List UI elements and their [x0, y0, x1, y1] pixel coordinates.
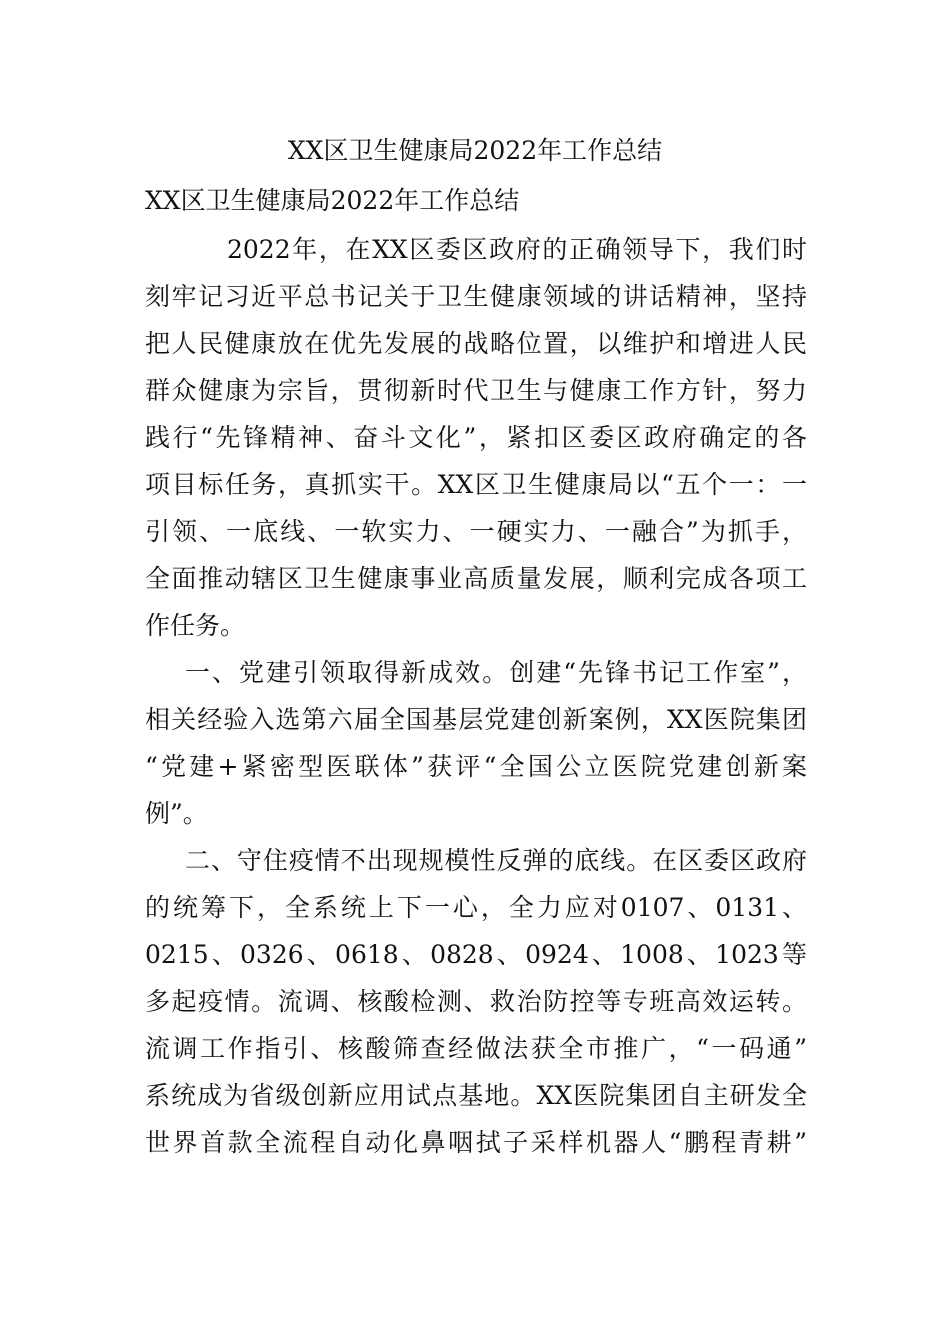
text-line: 0215、0326、0618、0828、0924、1008、1023等 [145, 940, 807, 969]
paragraph-intro [145, 232, 807, 655]
text-line: 的统筹下，全系统上下一心，全力应对0107、0131、 [145, 893, 807, 922]
text-line: 相关经验入选第六届全国基层党建创新案例，XX医院集团 [145, 705, 807, 734]
text-line: 作任务。 [145, 611, 246, 640]
text-line: 把人民健康放在优先发展的战略位置，以维护和增进人民 [145, 329, 807, 358]
text-line: 群众健康为宗旨，贯彻新时代卫生与健康工作方针，努力 [145, 376, 807, 405]
paragraph-party-building [145, 655, 807, 843]
paragraph-epidemic [145, 843, 807, 1172]
text-line: 刻牢记习近平总书记关于卫生健康领域的讲话精神，坚持 [145, 282, 807, 311]
text-line: 全面推动辖区卫生健康事业高质量发展，顺利完成各项工 [145, 564, 807, 593]
text-line: 世界首款全流程自动化鼻咽拭子采样机器人“鹏程青耕” [145, 1128, 807, 1157]
text-line: 二、守住疫情不出现规模性反弹的底线。在区委区政府 [185, 846, 807, 875]
text-line: 引领、一底线、一软实力、一硬实力、一融合”为抓手， [145, 517, 807, 546]
text-line: 2022年，在XX区委区政府的正确领导下，我们时 [227, 235, 807, 264]
text-line: “党建+紧密型医联体”获评“全国公立医院党建创新案 [145, 752, 807, 781]
text-line: 践行“先锋精神、奋斗文化”，紧扣区委区政府确定的各 [145, 423, 807, 452]
text-line: 项目标任务，真抓实干。XX区卫生健康局以“五个一：一 [145, 470, 807, 499]
text-line: 系统成为省级创新应用试点基地。XX医院集团自主研发全 [145, 1081, 807, 1110]
text-line: 例”。 [145, 799, 208, 828]
text-line: 一、党建引领取得新成效。创建“先锋书记工作室”， [185, 658, 807, 687]
document-title: XX区卫生健康局2022年工作总结 [287, 136, 663, 165]
text-line: 多起疫情。流调、核酸检测、救治防控等专班高效运转。 [145, 987, 807, 1016]
document-body [145, 232, 807, 1172]
text-line: 流调工作指引、核酸筛查经做法获全市推广，“一码通” [145, 1034, 807, 1063]
document-subtitle: XX区卫生健康局2022年工作总结 [145, 186, 520, 215]
